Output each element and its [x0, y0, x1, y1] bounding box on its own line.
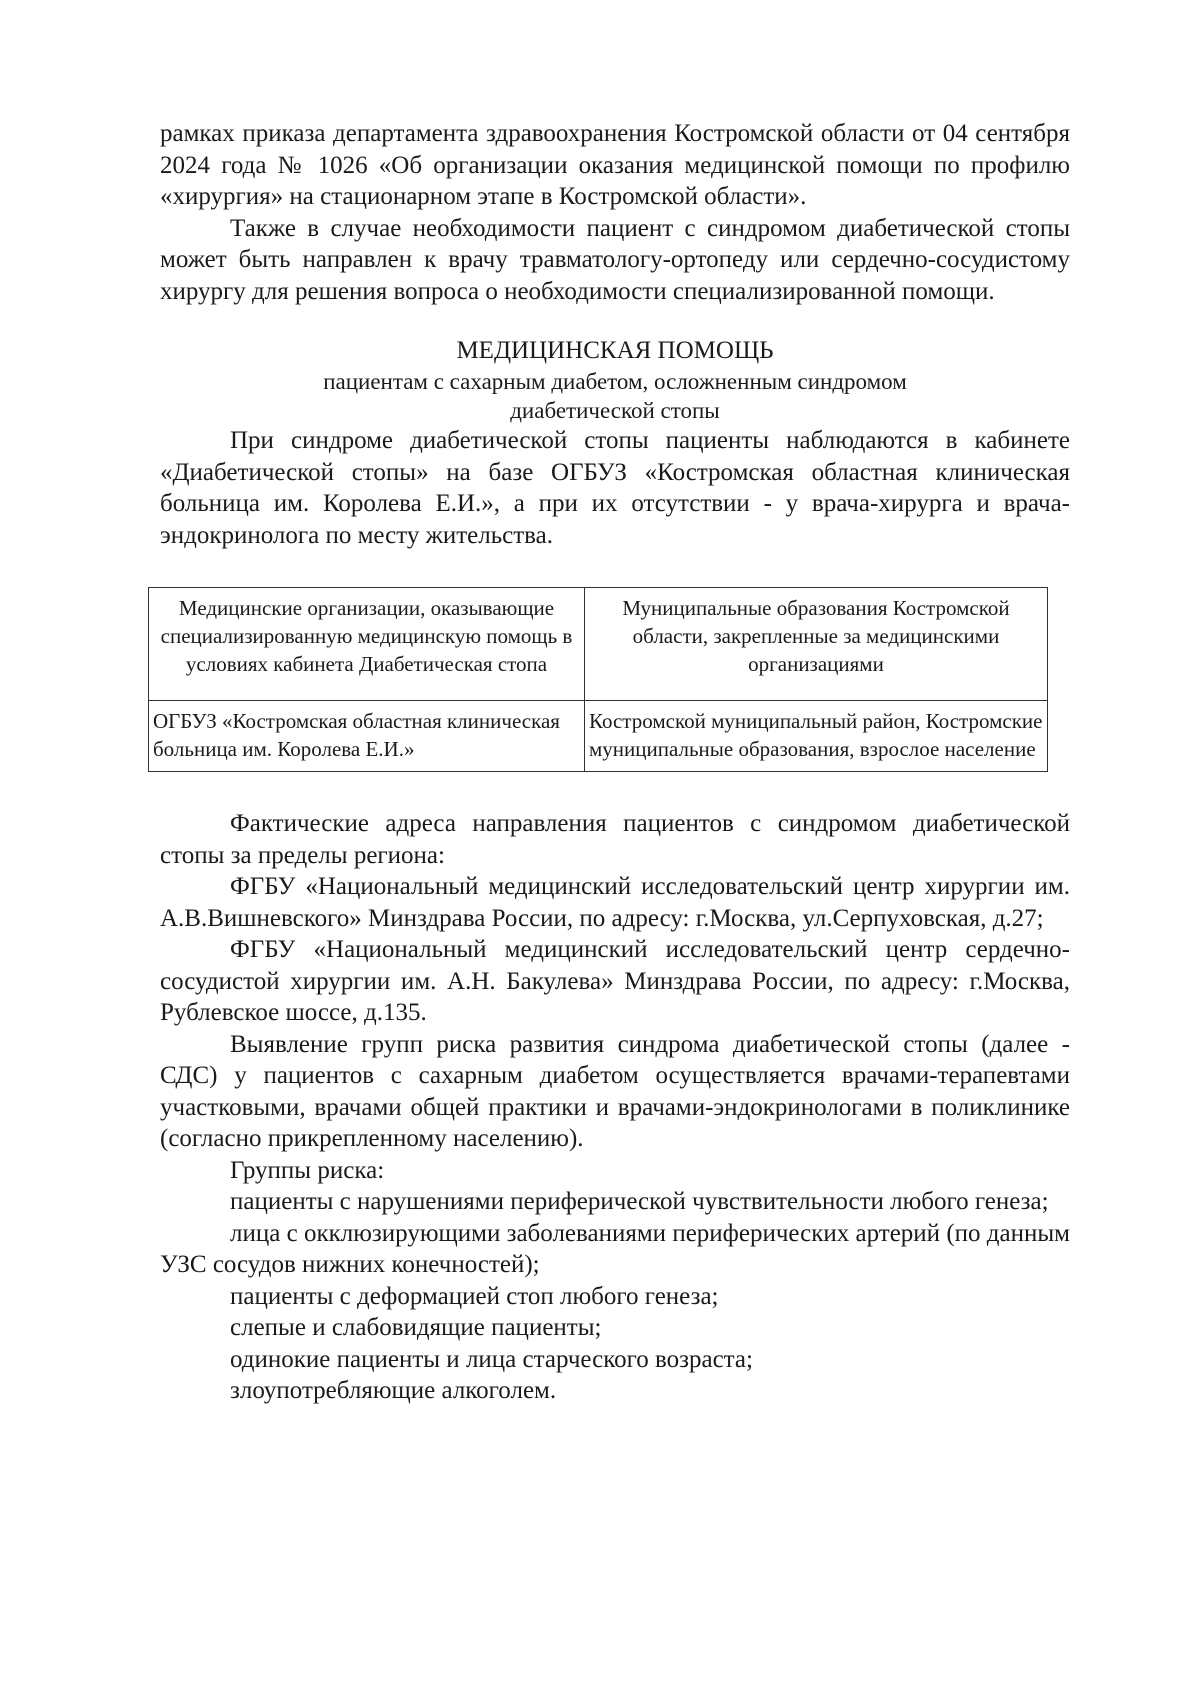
- list-item: пациенты с деформацией стоп любого генеза;: [230, 1282, 719, 1310]
- table-row: [149, 701, 1048, 772]
- paragraph-address-vishnevsky: ФГБУ «Национальный медицинский исследовательский центр хирургии им. А.В.Вишневского» Минздрава России, по адресу: г.Москва, ул.Серпуховская, д.27;: [160, 873, 1070, 932]
- paragraph-order-reference: рамках приказа департамента здравоохранения Костромской области от 04 сентября 2024 года № 1026 «Об организации оказания медицинской помощи по профилю «хирургия» на стационарном этапе в Костромской области».: [160, 120, 1070, 210]
- section-title: МЕДИЦИНСКАЯ ПОМОЩЬ: [456, 337, 774, 364]
- table-cell: Костромской муниципальный район, Костромские муниципальные образования, взрослое население: [585, 701, 1048, 772]
- organizations-table: [148, 587, 1048, 772]
- list-item: злоупотребляющие алкоголем.: [230, 1377, 557, 1404]
- list-item: одинокие пациенты и лица старческого возраста;: [230, 1345, 753, 1373]
- table-header-row: [149, 588, 1048, 701]
- paragraph-specialist-referral: Также в случае необходимости пациент с синдромом диабетической стопы может быть направлен к врачу травматологу-ортопеду или сердечно-сосудистому хирургу для решения вопроса о необходимости специализированной помощи.: [160, 214, 1070, 305]
- paragraph-address-bakulev: ФГБУ «Национальный медицинский исследовательский центр сердечно-сосудистой хирургии им. А.Н. Бакулева» Минздрава России, по адресу: г.Москва, Рублевское шоссе, д.135.: [160, 936, 1070, 1026]
- table-header-cell: Медицинские организации, оказывающие специализированную медицинскую помощь в условиях кабинета Диабетическая стопа: [149, 588, 585, 701]
- list-item: лица с окклюзирующими заболеваниями периферических артерий (по данным УЗС сосудов нижних конечностей);: [160, 1219, 1070, 1278]
- section-subtitle-line2: диабетической стопы: [510, 398, 720, 423]
- paragraph-section-intro: При синдроме диабетической стопы пациенты наблюдаются в кабинете «Диабетической стопы» на базе ОГБУЗ «Костромская областная клиническая больница им. Королева Е.И.», а при их отсутствии - у врача-хирурга и врача-эндокринолога по месту жительства.: [160, 427, 1070, 549]
- paragraph-addresses-intro: Фактические адреса направления пациентов с синдромом диабетической стопы за пределы региона:: [160, 810, 1070, 869]
- table-cell: ОГБУЗ «Костромская областная клиническая больница им. Королева Е.И.»: [149, 701, 585, 772]
- bottom-section: [160, 808, 1070, 1407]
- paragraph-risk-identification: Выявление групп риска развития синдрома диабетической стопы (далее - СДС) у пациентов с сахарным диабетом осуществляется врачами-терапевтами участковыми, врачами общей практики и врачами-эндокринологами в поликлинике (согласно прикрепленному населению).: [160, 1030, 1070, 1152]
- section-subtitle-line1: пациентам с сахарным диабетом, осложненным синдромом: [323, 369, 907, 394]
- list-item: пациенты с нарушениями периферической чувствительности любого генеза;: [230, 1188, 1049, 1215]
- spacer: [160, 307, 1070, 335]
- table-header-cell: Муниципальные образования Костромской области, закрепленные за медицинскими организациями: [585, 588, 1048, 701]
- list-item: слепые и слабовидящие пациенты;: [230, 1314, 602, 1341]
- paragraph-risk-groups-label: Группы риска:: [230, 1156, 385, 1184]
